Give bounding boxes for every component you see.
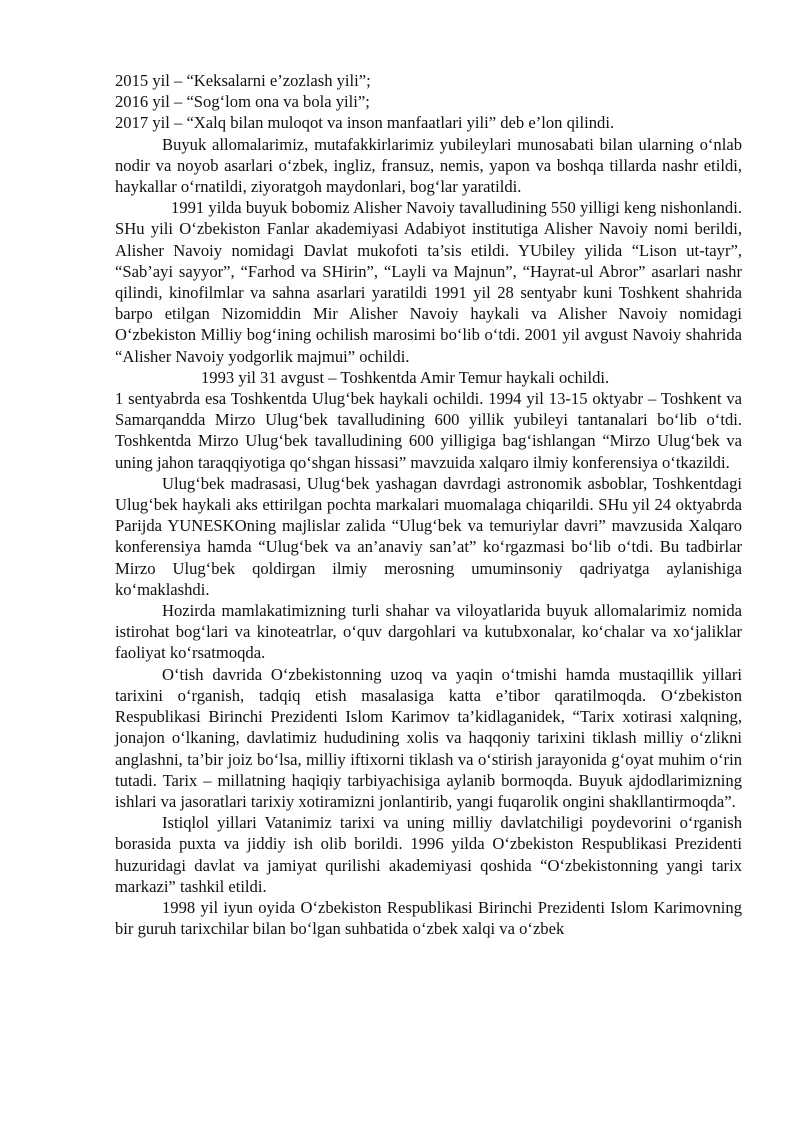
year-line-2016: 2016 yil – “Sog‘lom ona va bola yili”; (115, 92, 370, 112)
paragraph-jubilees: Buyuk allomalarimiz, mutafakkirlarimiz yubileylari munosabati bilan ularning o‘nlab nodir va noyob asarlari o‘zbek, ingliz, fransuz, nemis, yapon va boshqa tillarda nashr etildi, haykallar o‘rnatildi, ziyoratgoh maydonlari, bog‘lar yaratildi. (115, 134, 742, 197)
paragraph-ulugbek-monument: 1 sentyabrda esa Toshkentda Ulug‘bek haykali ochildi. 1994 yil 13-15 oktyabr – Toshkent va Samarqandda Mirzo Ulug‘bek tavalludining 600 yillik yubileyi tantanalari bo‘lib o‘tdi. Toshkentda Mirzo Ulug‘bek tavalludining 600 yilligiga bag‘ishlangan “Mirzo Ulug‘bek va uning jahon taraqqiyotiga qo‘shgan hissasi” mavzuida xalqaro ilmiy konferensiya o‘tkazildi. (115, 389, 742, 472)
year-line-2017: 2017 yil – “Xalq bilan muloqot va inson manfaatlari yili” deb e’lon qilindi. (115, 113, 615, 133)
year-line-2015: 2015 yil – “Keksalarni e’zozlash yili”; (115, 71, 371, 90)
paragraph-independence: Istiqlol yillari Vatanimiz tarixi va uning milliy davlatchiligi poydevorini o‘rganish borasida puxta va jiddiy ish olib borildi. 1996 yilda O‘zbekiston Respublikasi Prezidenti huzuridagi davlat va jamiyat qurilishi akademiyasi qoshida “O‘zbekistonning yangi tarix markazi” tashkil etildi. (115, 813, 742, 896)
paragraph-navoiy: 1991 yilda buyuk bobomiz Alisher Navoiy tavalludining 550 yilligi keng nishonlandi. SHu yili O‘zbekiston Fanlar akademiyasi Adabiyot institutiga Alisher Navoiy nomi berildi, Alisher Navoiy nomidagi Davlat mukofoti ta’sis etildi. YUbiley yilida “Lison ut-tayr”, “Sab’ayi sayyor”, “Farhod va SHirin”, “Layli va Majnun”, “Hayrat-ul Abror” asarlari nashr qilindi, kinofilmlar va sahna asarlari yaratildi 1991 yil 28 sentyabr kuni Toshkent shahrida barpo etilgan Nizomiddin Mir Alisher Navoiy haykali va Alisher Navoiy nomidagi O‘zbekiston Milliy bog‘ining ochilish marosimi bo‘lib o‘tdi. 2001 yil avgust Navoiy shahrida “Alisher Navoiy yodgorlik majmui” ochildi. (115, 198, 742, 366)
paragraph-parks: Hozirda mamlakatimizning turli shahar va viloyatlarida buyuk allomalarimiz nomida istirohat bog‘lari va kinoteatrlar, o‘quv dargohlari va kutubxonalar, ko‘chalar va xo‘jaliklar faoliyat ko‘rsatmoqda. (115, 601, 742, 663)
paragraph-history-study: O‘tish davrida O‘zbekistonning uzoq va yaqin o‘tmishi hamda mustaqillik yillari tarixini o‘rganish, tadqiq etish masalasiga katta e’tibor qaratilmoqda. O‘zbekiston Respublikasi Birinchi Prezidenti Islom Karimov ta’kidlaganidek, “Tarix xotirasi xalqning, jonajon o‘lkaning, davlatimiz hududining xolis va haqqoniy tarixini tiklash milliy o‘zlikni anglashni, ta’bir joiz bo‘lsa, milliy iftixorni tiklash va o‘stirish jarayonida g‘oyat muhim o‘rin tutadi. Tarix – millatning haqiqiy tarbiyachisiga aylanib bormoqda. Buyuk ajdodlarimizning ishlari va jasoratlari tarixiy xotiramizni jonlantirib, yangi fuqarolik ongini shakllantirmoqda”. (115, 664, 742, 811)
paragraph-1998: 1998 yil iyun oyida O‘zbekiston Respublikasi Birinchi Prezidenti Islom Karimovning bir guruh tarixchilar bilan bo‘lgan suhbatida o‘zbek xalqi va o‘zbek (115, 897, 742, 939)
paragraph-amir-temur: 1993 yil 31 avgust – Toshkentda Amir Temur haykali ochildi. (201, 367, 610, 387)
paragraph-ulugbek-madrasa: Ulug‘bek madrasasi, Ulug‘bek yashagan davrdagi astronomik asboblar, Toshkentdagi Ulug‘bek haykali aks ettirilgan pochta markalari muomalaga chiqarildi. SHu yil 24 oktyabrda Parijda YUNESKOning majlislar zalida “Ulug‘bek va temuriylar davri” mavzusida Xalqaro konferensiya hamda “Ulug‘bek va an’anaviy san’at” ko‘rgazmasi bo‘lib o‘tdi. Bu tadbirlar Mirzo Ulug‘bek qoldirgan ilmiy merosning umuminsoniy qadriyatga aylanishiga ko‘maklashdi. (115, 473, 742, 599)
document-page (115, 70, 742, 939)
